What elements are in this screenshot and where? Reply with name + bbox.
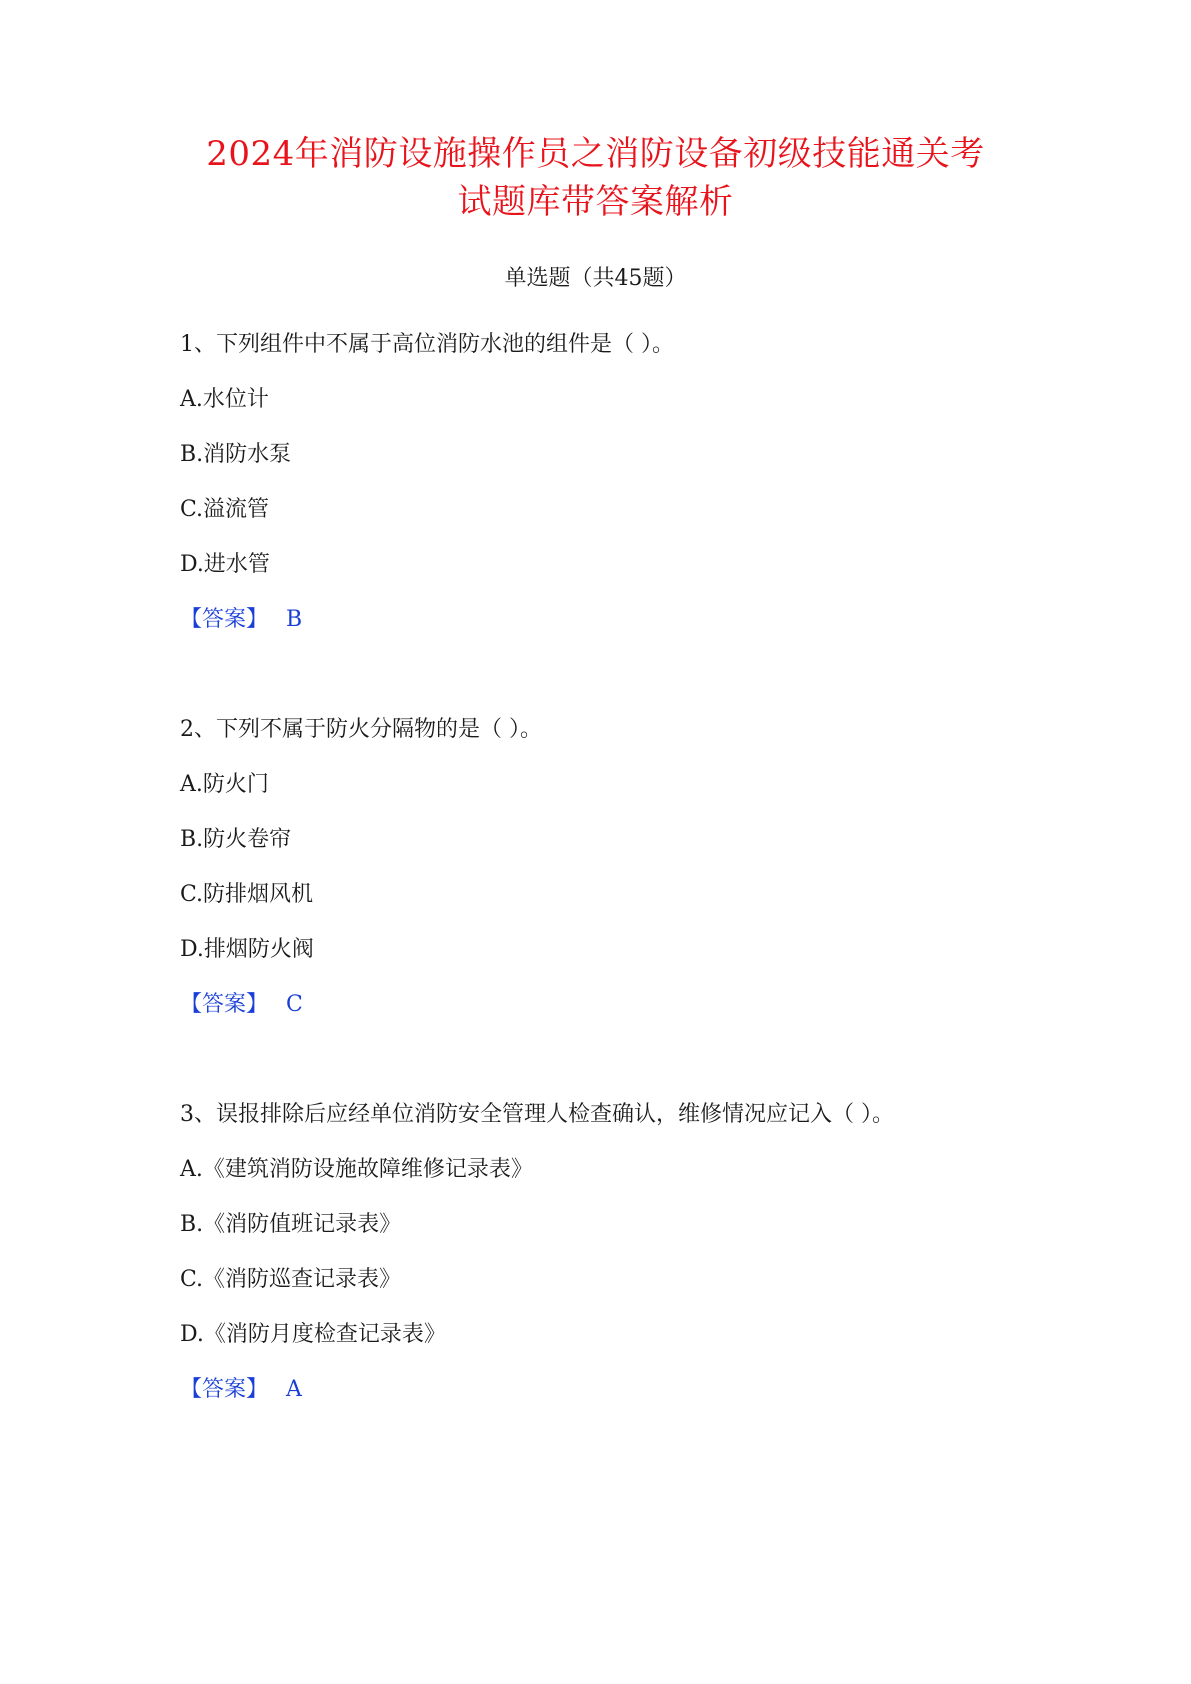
- option-b: B.消防水泵: [180, 442, 292, 467]
- answer-value: A: [286, 1377, 302, 1402]
- answer-value: C: [286, 992, 303, 1017]
- option-b: B.《消防值班记录表》: [180, 1212, 402, 1237]
- question-stem: 1、下列组件中不属于高位消防水池的组件是（ ）。: [180, 332, 674, 357]
- option-c: C.防排烟风机: [180, 882, 314, 907]
- answer-line: [180, 1375, 302, 1405]
- document-title-line-1: 2024年消防设施操作员之消防设备初级技能通关考: [206, 134, 985, 174]
- option-d: D.进水管: [180, 552, 270, 577]
- option-a: A.水位计: [180, 387, 269, 412]
- answer-label: 【答案】: [180, 607, 269, 632]
- option-a: A.防火门: [180, 772, 269, 797]
- answer-line: [180, 605, 302, 635]
- answer-label: 【答案】: [180, 992, 269, 1017]
- answer-value: B: [286, 607, 303, 632]
- option-d: D.《消防月度检查记录表》: [180, 1322, 446, 1347]
- section-heading: 单选题（共45题）: [504, 266, 687, 291]
- answer-label: 【答案】: [180, 1377, 269, 1402]
- option-a: A.《建筑消防设施故障维修记录表》: [180, 1157, 533, 1182]
- option-d: D.排烟防火阀: [180, 937, 314, 962]
- question-stem: 2、下列不属于防火分隔物的是（ ）。: [180, 717, 542, 742]
- question-stem: 3、误报排除后应经单位消防安全管理人检查确认，维修情况应记入（ ）。: [180, 1102, 894, 1127]
- document-title-line-2: 试题库带答案解析: [457, 182, 734, 222]
- option-b: B.防火卷帘: [180, 827, 292, 852]
- option-c: C.溢流管: [180, 497, 270, 522]
- option-c: C.《消防巡查记录表》: [180, 1267, 402, 1292]
- answer-line: [180, 990, 303, 1020]
